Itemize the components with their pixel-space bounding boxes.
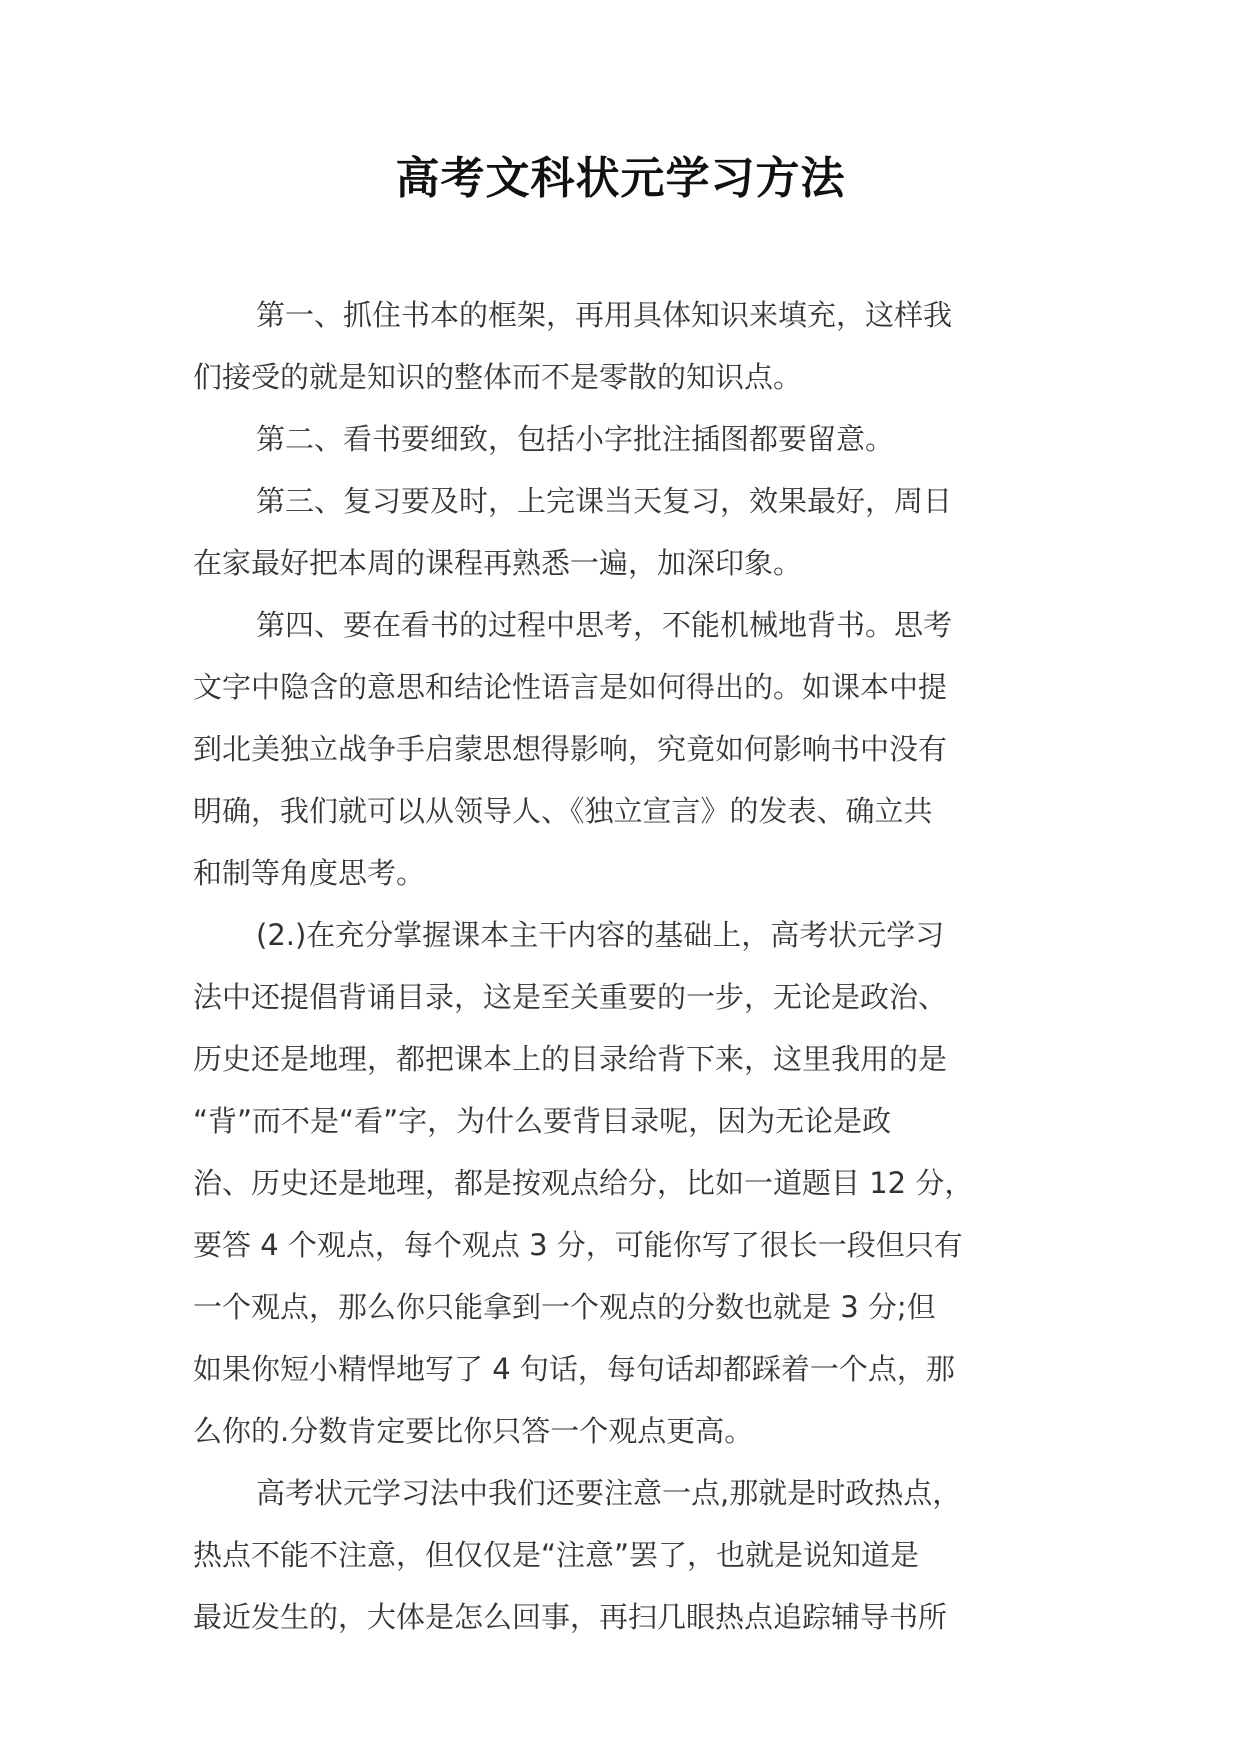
paragraph-6-line-2: 热点不能不注意，但仅仅是“注意”罢了，也就是说知道是 bbox=[193, 1538, 920, 1572]
paragraph-3-line-2: 在家最好把本周的课程再熟悉一遍，加深印象。 bbox=[193, 546, 803, 580]
document-title: 高考文科状元学习方法 bbox=[395, 153, 846, 204]
paragraph-5-line-7: 一个观点，那么你只能拿到一个观点的分数也就是 3 分;但 bbox=[193, 1290, 936, 1324]
paragraph-5-line-2: 法中还提倡背诵目录，这是至关重要的一步，无论是政治、 bbox=[193, 980, 948, 1014]
paragraph-4-line-4: 明确，我们就可以从领导人、《独立宣言》的发表、确立共 bbox=[193, 794, 933, 828]
paragraph-5-line-9: 么你的.分数肯定要比你只答一个观点更高。 bbox=[193, 1414, 754, 1448]
paragraph-5-line-3: 历史还是地理，都把课本上的目录给背下来，这里我用的是 bbox=[193, 1042, 948, 1076]
paragraph-5-line-5: 治、历史还是地理，都是按观点给分，比如一道题目 12 分， bbox=[193, 1166, 974, 1200]
paragraph-1-line-1: 第一、抓住书本的框架，再用具体知识来填充，这样我 bbox=[256, 298, 953, 332]
document-body bbox=[193, 284, 1073, 1648]
paragraph-5-line-6: 要答 4 个观点，每个观点 3 分，可能你写了很长一段但只有 bbox=[193, 1228, 963, 1262]
paragraph-1-line-2: 们接受的就是知识的整体而不是零散的知识点。 bbox=[193, 360, 803, 394]
paragraph-5-line-8: 如果你短小精悍地写了 4 句话，每句话却都踩着一个点，那 bbox=[193, 1352, 955, 1386]
paragraph-5-line-4: “背”而不是“看”字，为什么要背目录呢，因为无论是政 bbox=[193, 1104, 892, 1138]
paragraph-3-line-1: 第三、复习要及时，上完课当天复习，效果最好，周日 bbox=[256, 484, 953, 518]
paragraph-6-line-3: 最近发生的，大体是怎么回事，再扫几眼热点追踪辅导书所 bbox=[193, 1600, 948, 1634]
paragraph-4-line-5: 和制等角度思考。 bbox=[193, 856, 426, 890]
paragraph-2-line-1: 第二、看书要细致，包括小字批注插图都要留意。 bbox=[256, 422, 895, 456]
paragraph-4-line-1: 第四、要在看书的过程中思考，不能机械地背书。思考 bbox=[256, 608, 953, 642]
paragraph-4-line-3: 到北美独立战争手启蒙思想得影响，究竟如何影响书中没有 bbox=[193, 732, 948, 766]
paragraph-4-line-2: 文字中隐含的意思和结论性语言是如何得出的。如课本中提 bbox=[193, 670, 948, 704]
paragraph-5-line-1: (2.)在充分掌握课本主干内容的基础上，高考状元学习 bbox=[256, 918, 945, 952]
paragraph-6-line-1: 高考状元学习法中我们还要注意一点,那就是时政热点， bbox=[256, 1476, 962, 1510]
